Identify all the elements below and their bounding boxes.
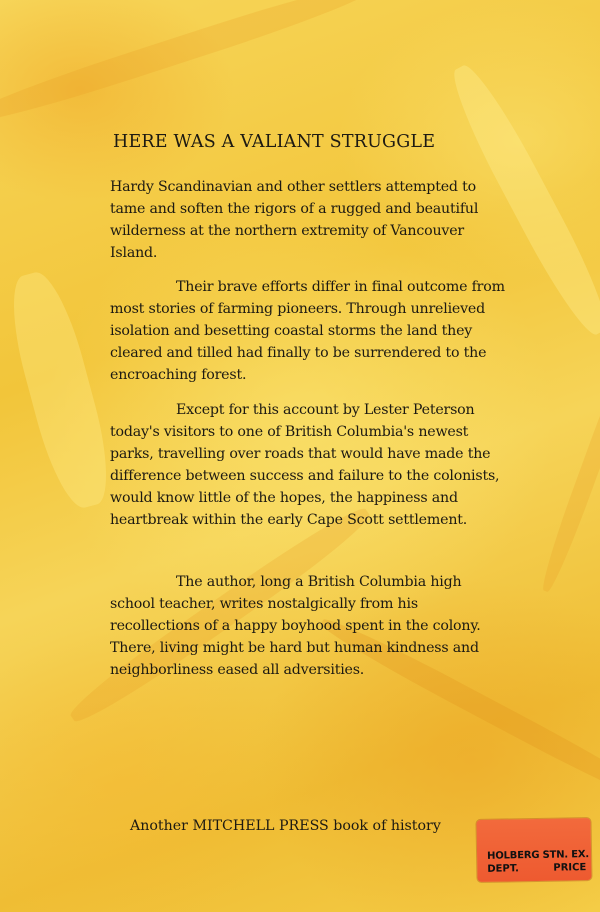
blurb-paragraph-1: Hardy Scandinavian and other settlers attempted to tame and soften the rigors of a rugged and beautiful wilderness at the northern extremity of Vancouver Island.	[110, 179, 479, 261]
sticker-dept-label: DEPT.	[487, 863, 519, 875]
price-sticker	[476, 818, 591, 882]
blurb-paragraph-3: Except for this account by Lester Peterson today's visitors to one of British Columbia's newest parks, travelling over roads that would have made the difference between success and failure to the colonists, would know little of the hopes, the happiness and heartbreak within the early Cape Scott settlement.	[110, 402, 500, 528]
texture-streak	[0, 266, 120, 513]
sticker-store-name: HOLBERG STN. EX.	[487, 849, 590, 862]
blurb-title: HERE WAS A VALIANT STRUGGLE	[113, 132, 436, 152]
texture-streak	[537, 344, 600, 594]
publisher-footer: Another MITCHELL PRESS book of history	[130, 818, 441, 834]
blurb-paragraph-2: Their brave efforts differ in final outcome from most stories of farming pioneers. Through unrelieved isolation and besetting coastal storms the land they cleared and tilled had finally to be surrendered to the encroaching forest.	[110, 279, 505, 383]
blurb-paragraph-4: The author, long a British Columbia high school teacher, writes nostalgically from his recollections of a happy boyhood spent in the colony. There, living might be hard but human kindness and neighborliness eased all adversities.	[110, 574, 481, 678]
texture-streak	[0, 0, 374, 130]
sticker-price-label: PRICE	[553, 862, 587, 874]
